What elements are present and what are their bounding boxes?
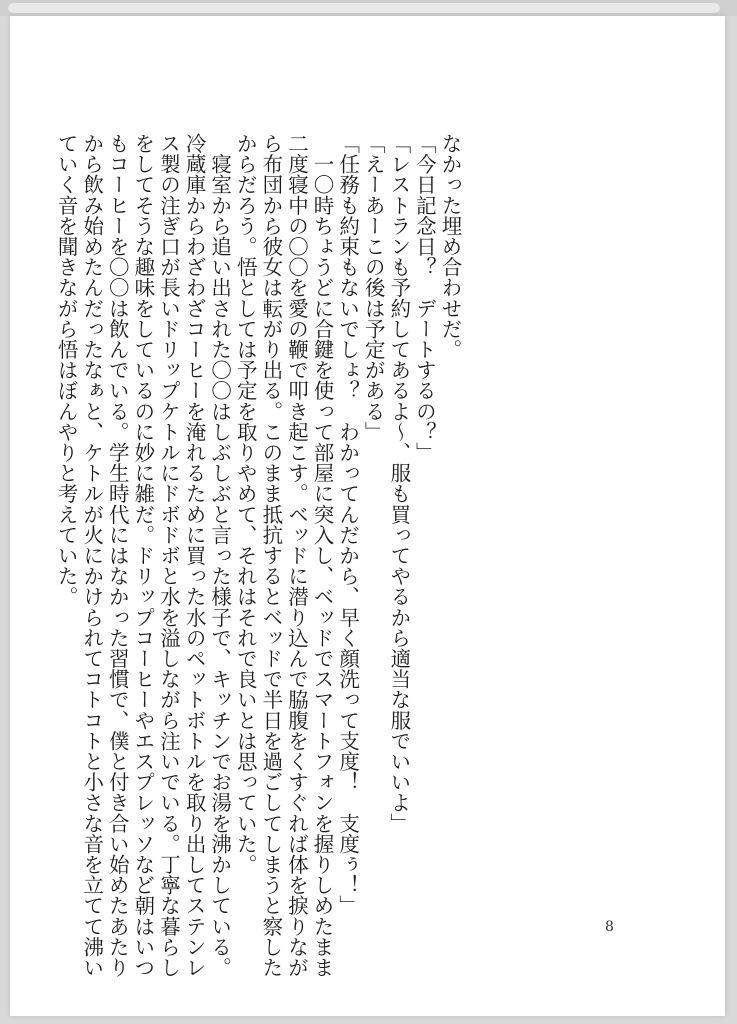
- text-line: をしてそうな趣味をしているのに妙に雑だ。ドリップコーヒーやエスプレッソなど朝はいつ: [130, 133, 155, 978]
- text-line: ス製の注ぎ口が長いドリップケトルにドボドボと水を溢しながら注いでいる。丁寧な暮らし: [156, 133, 181, 978]
- text-line: からだろう。悟としては予定を取りやめて、それはそれで良いとは思っていた。: [233, 133, 258, 875]
- text-line: 「レストランも予約してあるよ〜、服も買ってやるから適当な服でいいよ」: [386, 133, 411, 834]
- page-number: 8: [605, 919, 614, 935]
- text-line: なかった埋め合わせだ。: [438, 133, 462, 360]
- document-page: [10, 16, 725, 1016]
- text-line: ら布団から彼女は転がり出る。このまま抵抗するとベッドで半日を過ごしてしまうと察した: [258, 133, 283, 978]
- text-line: から飲み始めたんだったなぁと、ケトルが火にかけられてコトコトと小さな音を立てて沸い: [79, 133, 104, 978]
- text-line: 一〇時ちょうどに合鍵を使って部屋に突入し、ベッドでスマートフォンを握りしめたまま: [310, 133, 335, 978]
- text-line: 「えーあーこの後は予定がある」: [361, 133, 386, 442]
- vertical-text-body: [53, 133, 463, 978]
- text-line: 二度寝中の〇〇を愛の鞭で叩き起こす。ベッドに潜り込んで脇腹をくすぐれば体を捩りなが: [284, 133, 309, 978]
- scrollbar-thumb[interactable]: [8, 3, 720, 13]
- horizontal-scrollbar[interactable]: [0, 0, 737, 16]
- text-line: もコーヒーを〇〇は飲んでいる。学生時代にはなかった習慣で、僕と付き合い始めたあたり: [105, 133, 130, 978]
- text-line: 「任務も約束もないでしょ？ わかってんだから、早く顔洗って支度！ 支度ぅ！」: [335, 133, 360, 916]
- text-line: 寝室から追い出された〇〇はしぶしぶと言った様子で、キッチンでお湯を沸かしている。: [207, 133, 232, 978]
- text-line: 「今日記念日？ デートするの？」: [412, 133, 437, 463]
- text-line: 冷蔵庫からわざわざコーヒーを淹れるために買った水のペットボトルを取り出してステンレ: [182, 133, 207, 978]
- text-line: ていく音を聞きながら悟はぼんやりと考えていた。: [54, 133, 79, 607]
